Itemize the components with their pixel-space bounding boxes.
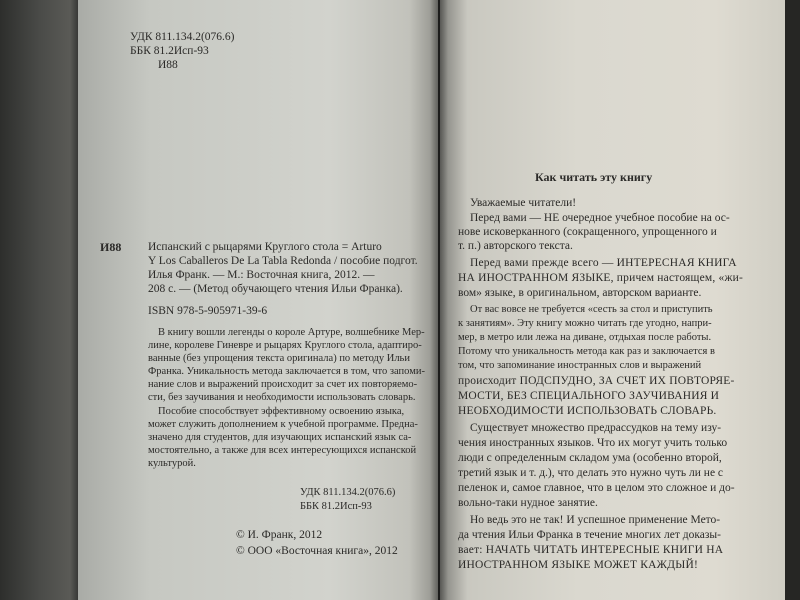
udc-top: УДК 811.134.2(076.6) (130, 31, 235, 43)
annotation-line-1: В книгу вошли легенды о короле Артуре, волшебнике Мер- (158, 327, 425, 338)
annotation-line-6: сти, без заучивания и необходимости использовать словарь. (148, 392, 416, 403)
text-line-12: том, что запоминание иностранных слов и выражений (458, 360, 702, 371)
text-line-1: Уважаемые читатели! (470, 197, 577, 209)
text-line-16: Существует множество предрассудков на тему изу- (470, 422, 722, 434)
bib-line-3: Илья Франк. — М.: Восточная книга, 2012. — (148, 269, 375, 281)
text-line-2: Перед вами — НЕ очередное учебное пособие на ос- (470, 212, 730, 224)
text-line-24: вает: НАЧАТЬ ЧИТАТЬ ИНТЕРЕСНЫЕ КНИГИ НА (458, 544, 724, 556)
text-line-15: НЕОБХОДИМОСТИ ИСПОЛЬЗОВАТЬ СЛОВАРЬ. (458, 405, 717, 417)
annotation-line-9: значено для студентов, для изучающих испанский язык са- (148, 432, 412, 443)
text-line-17: чения иностранных языков. Что их могут учить только (458, 437, 728, 449)
copyright-author: © И. Франк, 2012 (236, 529, 323, 541)
section-heading: Как читать эту книгу (535, 170, 653, 184)
udc-bottom: УДК 811.134.2(076.6) (300, 487, 396, 498)
text-line-11: Потому что уникальность метода как раз и заключается в (458, 346, 715, 357)
annotation-line-3: ванные (без упрощения текста оригинала) по методу Ильи (148, 353, 410, 364)
text-line-7: вом» языке, в оригинальном, авторском варианте. (458, 287, 702, 299)
text-line-3: нове исковерканного (сокращенного, упрощенного и (458, 226, 717, 238)
text-line-13: происходит ПОДСПУДНО, ЗА СЧЕТ ИХ ПОВТОРЯЕ- (458, 375, 735, 387)
text-line-25: ИНОСТРАННОМ ЯЗЫКЕ МОЖЕТ КАЖДЫЙ! (458, 559, 698, 571)
text-line-14: МОСТИ, БЕЗ СПЕЦИАЛЬНОГО ЗАУЧИВАНИЯ И (458, 390, 720, 402)
isbn: ISBN 978-5-905971-39-6 (148, 305, 268, 317)
text-line-18: люди с определенным складом ума (особенно второй, (458, 452, 722, 464)
right-page (440, 0, 785, 600)
annotation-line-4: Франка. Уникальность метода заключается в том, что запоми- (148, 366, 425, 377)
code-top: И88 (158, 59, 178, 71)
book-gutter (430, 0, 448, 600)
bib-line-4: 208 с. — (Метод обучающего чтения Ильи Франка). (148, 283, 403, 295)
annotation-line-11: культурой. (148, 458, 196, 469)
text-line-6: НА ИНОСТРАННОМ ЯЗЫКЕ, причем настоящем, «жи- (458, 272, 744, 284)
text-line-20: пеленок и, самое главное, что в целом это сложное и до- (458, 482, 735, 494)
bib-code: И88 (100, 240, 122, 254)
annotation-line-5: нание слов и выражений происходит за счет их повторяемо- (148, 379, 418, 390)
annotation-line-8: может служить дополнением к учебной программе. Предна- (148, 419, 418, 430)
text-line-4: т. п.) авторского текста. (458, 240, 573, 252)
text-line-23: да чтения Ильи Франка в течение многих лет доказы- (458, 529, 721, 541)
text-line-22: Но ведь это не так! И успешное применение Мето- (470, 514, 721, 526)
left-page (78, 0, 438, 600)
annotation-line-10: мостоятельно, а также для всех интересующихся испанской (148, 445, 417, 456)
text-line-9: к занятиям». Эту книгу можно читать где угодно, напри- (458, 318, 712, 329)
text-line-8: От вас вовсе не требуется «сесть за стол и приступить (470, 304, 713, 315)
copyright-publisher: © ООО «Восточная книга», 2012 (236, 545, 398, 557)
bbk-top: ББК 81.2Исп-93 (130, 45, 209, 57)
bib-line-1: Испанский с рыцарями Круглого стола = Arturo (148, 241, 382, 253)
text-line-19: третий язык и т. д.), что делать это нужно чуть ли не с (458, 467, 724, 479)
text-line-5: Перед вами прежде всего — ИНТЕРЕСНАЯ КНИГА (470, 257, 737, 269)
bib-line-2: Y Los Caballeros De La Tabla Redonda / пособие подгот. (148, 255, 418, 267)
text-line-21: вольно-таки нудное занятие. (458, 497, 598, 509)
text-line-10: мер, в метро или лежа на диване, отдыхая после работы. (458, 332, 712, 343)
annotation-line-2: лине, королеве Гиневре и рыцарях Круглого стола, адаптиро- (148, 340, 422, 351)
bbk-bottom: ББК 81.2Исп-93 (300, 501, 372, 512)
annotation-line-7: Пособие способствует эффективному освоению языка, (158, 406, 405, 417)
